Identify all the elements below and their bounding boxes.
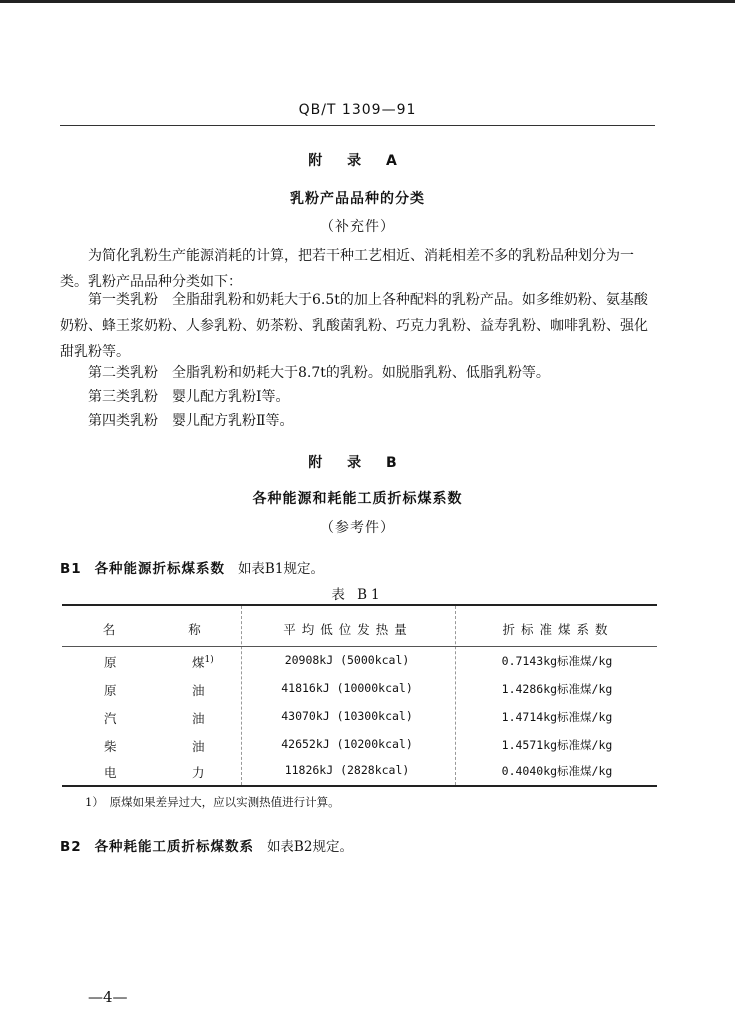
table-bottom-rule — [62, 785, 657, 787]
section-b2-text: 如表B2规定。 — [266, 839, 353, 855]
appendix-a-label: 附 录 A — [308, 153, 407, 169]
row-coefficient: 1.4571kg标准煤/kg — [501, 738, 613, 752]
section-b2 — [60, 835, 353, 855]
class-2-text: 第二类乳粉 全脂乳粉和奶耗大于8.7t的乳粉。如脱脂乳粉、低脂乳粉等。 — [88, 365, 550, 381]
row-name-1: 汽 — [104, 711, 117, 726]
section-b1-heading: 各种能源折标煤系数 — [94, 561, 226, 577]
section-b2-heading: 各种耗能工质折标煤数系 — [94, 839, 255, 855]
row-heat-value: 11826kJ (2828kcal) — [284, 763, 410, 777]
page-number: —4— — [88, 988, 128, 1006]
appendix-b-note: （参考件） — [320, 520, 395, 536]
row-coefficient: 0.7143kg标准煤/kg — [501, 654, 613, 668]
row-name-1: 原 — [104, 683, 117, 698]
appendix-b-title: 各种能源和耗能工质折标煤系数 — [252, 491, 463, 507]
table-b1-caption: 表 B1 — [331, 587, 384, 603]
footnote-marker: 1) — [204, 654, 214, 665]
standard-code: QB/T 1309—91 — [298, 102, 417, 118]
table-footnote: 1） 原煤如果差异过大，应以实测热值进行计算。 — [85, 795, 340, 809]
row-name-2: 油 — [192, 683, 205, 698]
appendix-a-note: （补充件） — [320, 219, 395, 235]
row-name-2: 油 — [192, 711, 205, 726]
section-b1 — [60, 557, 324, 577]
row-name-1: 原 — [104, 655, 117, 670]
row-name-2: 煤 — [192, 655, 205, 670]
table-row — [62, 732, 657, 760]
row-heat-value: 43070kJ (10300kcal) — [281, 709, 413, 723]
row-name-2: 油 — [192, 739, 205, 754]
appendix-b-label: 附 录 B — [308, 455, 407, 471]
row-coefficient: 1.4714kg标准煤/kg — [501, 710, 613, 724]
row-name-1: 电 — [104, 765, 117, 780]
class-3-text: 第三类乳粉 婴儿配方乳粉Ⅰ等。 — [88, 389, 290, 405]
table-row — [62, 676, 657, 704]
row-name-1: 柴 — [104, 739, 117, 754]
header-name-1: 名 — [102, 622, 122, 637]
header-coefficient: 折标准煤系数 — [502, 622, 614, 637]
section-b1-number: B1 — [60, 561, 82, 577]
table-row — [62, 758, 657, 786]
row-name-cell — [192, 653, 214, 671]
row-name-2: 力 — [192, 765, 205, 780]
row-heat-value: 41816kJ (10000kcal) — [281, 681, 413, 695]
table-row — [62, 648, 657, 676]
appendix-a-intro: 为简化乳粉生产能源消耗的计算，把若干种工艺相近、消耗相差不多的乳粉品种划分为一类。乳粉产品品种分类如下： — [60, 248, 634, 290]
header-heat-value: 平均低位发热量 — [283, 622, 413, 637]
row-heat-value: 42652kJ (10200kcal) — [281, 737, 413, 751]
header-rule — [60, 125, 655, 126]
table-top-rule — [62, 604, 657, 606]
table-header-rule — [62, 646, 657, 647]
row-coefficient: 0.4040kg标准煤/kg — [501, 764, 613, 778]
section-b1-text: 如表B1规定。 — [237, 561, 324, 577]
row-coefficient: 1.4286kg标准煤/kg — [501, 682, 613, 696]
appendix-a-title: 乳粉产品品种的分类 — [290, 191, 425, 207]
class-4-text: 第四类乳粉 婴儿配方乳粉Ⅱ等。 — [88, 413, 294, 429]
row-heat-value: 20908kJ (5000kcal) — [284, 653, 410, 667]
table-row — [62, 704, 657, 732]
class-1-text: 第一类乳粉 全脂甜乳粉和奶耗大于6.5t的加上各种配料的乳粉产品。如多维奶粉、氨基酸奶粉、蜂王浆奶粉、人参乳粉、奶茶粉、乳酸菌乳粉、巧克力乳粉、益寿乳粉、咖啡乳粉、强化甜乳粉等。 — [60, 292, 648, 360]
top-border — [0, 0, 735, 3]
header-name-2: 称 — [188, 622, 207, 637]
section-b2-number: B2 — [60, 839, 82, 855]
